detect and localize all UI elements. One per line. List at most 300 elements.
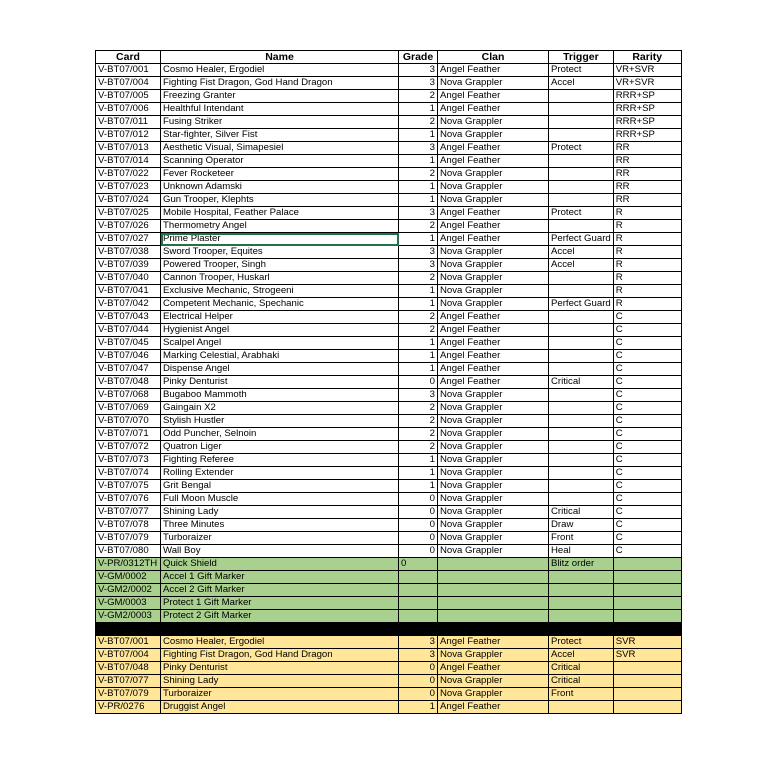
clan-cell[interactable]: Nova Grappler (438, 298, 549, 311)
card-cell[interactable]: V-BT07/012 (96, 129, 161, 142)
name-cell[interactable]: Fighting Fist Dragon, God Hand Dragon (161, 77, 399, 90)
name-cell[interactable]: Protect 2 Gift Marker (161, 610, 399, 623)
card-cell[interactable]: V-BT07/041 (96, 285, 161, 298)
rarity-cell[interactable]: C (613, 389, 681, 402)
rarity-cell[interactable]: R (613, 298, 681, 311)
grade-cell[interactable]: 1 (399, 285, 438, 298)
card-cell[interactable]: V-BT07/048 (96, 376, 161, 389)
rarity-cell[interactable]: R (613, 220, 681, 233)
trigger-cell[interactable] (549, 129, 614, 142)
trigger-cell[interactable]: Heal (549, 545, 614, 558)
trigger-cell[interactable]: Draw (549, 519, 614, 532)
name-cell[interactable]: Shining Lady (161, 506, 399, 519)
name-cell[interactable]: Hygienist Angel (161, 324, 399, 337)
grade-cell[interactable] (399, 584, 438, 597)
trigger-cell[interactable] (549, 597, 614, 610)
rarity-cell[interactable]: SVR (613, 636, 681, 649)
card-cell[interactable]: V-BT07/004 (96, 77, 161, 90)
clan-cell[interactable]: Nova Grappler (438, 259, 549, 272)
rarity-cell[interactable] (613, 571, 681, 584)
clan-cell[interactable]: Nova Grappler (438, 194, 549, 207)
trigger-cell[interactable] (549, 610, 614, 623)
grade-cell[interactable]: 1 (399, 337, 438, 350)
clan-cell[interactable]: Angel Feather (438, 701, 549, 714)
rarity-cell[interactable]: C (613, 545, 681, 558)
rarity-cell[interactable]: R (613, 272, 681, 285)
header-grade[interactable]: Grade (399, 51, 438, 64)
trigger-cell[interactable] (549, 324, 614, 337)
clan-cell[interactable]: Nova Grappler (438, 246, 549, 259)
rarity-cell[interactable]: C (613, 324, 681, 337)
card-cell[interactable]: V-BT07/005 (96, 90, 161, 103)
card-cell[interactable]: V-BT07/077 (96, 506, 161, 519)
grade-cell[interactable]: 0 (399, 532, 438, 545)
clan-cell[interactable]: Angel Feather (438, 363, 549, 376)
card-cell[interactable]: V-BT07/026 (96, 220, 161, 233)
rarity-cell[interactable]: RRR+SP (613, 90, 681, 103)
rarity-cell[interactable]: R (613, 233, 681, 246)
name-cell[interactable]: Quick Shield (161, 558, 399, 571)
name-cell[interactable]: Scalpel Angel (161, 337, 399, 350)
trigger-cell[interactable]: Protect (549, 207, 614, 220)
trigger-cell[interactable] (549, 272, 614, 285)
card-cell[interactable]: V-GM2/0003 (96, 610, 161, 623)
rarity-cell[interactable]: C (613, 480, 681, 493)
name-cell[interactable]: Druggist Angel (161, 701, 399, 714)
trigger-cell[interactable]: Critical (549, 506, 614, 519)
card-cell[interactable]: V-BT07/048 (96, 662, 161, 675)
grade-cell[interactable]: 0 (399, 506, 438, 519)
grade-cell[interactable]: 3 (399, 389, 438, 402)
rarity-cell[interactable]: C (613, 402, 681, 415)
name-cell[interactable]: Stylish Hustler (161, 415, 399, 428)
name-cell[interactable]: Accel 1 Gift Marker (161, 571, 399, 584)
clan-cell[interactable]: Angel Feather (438, 311, 549, 324)
name-cell[interactable]: Cosmo Healer, Ergodiel (161, 636, 399, 649)
rarity-cell[interactable]: C (613, 350, 681, 363)
trigger-cell[interactable]: Accel (549, 259, 614, 272)
rarity-cell[interactable] (613, 584, 681, 597)
card-cell[interactable]: V-PR/0312TH (96, 558, 161, 571)
card-cell[interactable]: V-BT07/043 (96, 311, 161, 324)
clan-cell[interactable]: Nova Grappler (438, 415, 549, 428)
clan-cell[interactable]: Nova Grappler (438, 480, 549, 493)
rarity-cell[interactable]: C (613, 506, 681, 519)
clan-cell[interactable]: Nova Grappler (438, 454, 549, 467)
name-cell[interactable]: Grit Bengal (161, 480, 399, 493)
clan-cell[interactable]: Nova Grappler (438, 77, 549, 90)
clan-cell[interactable]: Angel Feather (438, 155, 549, 168)
trigger-cell[interactable]: Accel (549, 649, 614, 662)
clan-cell[interactable]: Angel Feather (438, 350, 549, 363)
card-cell[interactable]: V-BT07/013 (96, 142, 161, 155)
trigger-cell[interactable] (549, 194, 614, 207)
card-cell[interactable]: V-BT07/079 (96, 688, 161, 701)
rarity-cell[interactable] (613, 610, 681, 623)
clan-cell[interactable]: Nova Grappler (438, 389, 549, 402)
grade-cell[interactable]: 3 (399, 207, 438, 220)
trigger-cell[interactable]: Front (549, 688, 614, 701)
rarity-cell[interactable]: R (613, 246, 681, 259)
grade-cell[interactable]: 0 (399, 688, 438, 701)
clan-cell[interactable]: Angel Feather (438, 376, 549, 389)
clan-cell[interactable]: Nova Grappler (438, 519, 549, 532)
card-cell[interactable]: V-BT07/022 (96, 168, 161, 181)
card-cell[interactable]: V-BT07/024 (96, 194, 161, 207)
rarity-cell[interactable]: RR (613, 168, 681, 181)
rarity-cell[interactable]: VR+SVR (613, 64, 681, 77)
header-card[interactable]: Card (96, 51, 161, 64)
name-cell[interactable]: Accel 2 Gift Marker (161, 584, 399, 597)
rarity-cell[interactable]: C (613, 363, 681, 376)
grade-cell[interactable]: 0 (399, 662, 438, 675)
rarity-cell[interactable] (613, 597, 681, 610)
card-cell[interactable]: V-BT07/071 (96, 428, 161, 441)
clan-cell[interactable]: Angel Feather (438, 220, 549, 233)
trigger-cell[interactable]: Perfect Guard (549, 233, 614, 246)
trigger-cell[interactable] (549, 389, 614, 402)
name-cell[interactable]: Bugaboo Mammoth (161, 389, 399, 402)
name-cell[interactable]: Star-fighter, Silver Fist (161, 129, 399, 142)
clan-cell[interactable] (438, 571, 549, 584)
trigger-cell[interactable] (549, 402, 614, 415)
name-cell[interactable]: Gaingain X2 (161, 402, 399, 415)
rarity-cell[interactable]: C (613, 311, 681, 324)
card-cell[interactable]: V-BT07/077 (96, 675, 161, 688)
card-cell[interactable]: V-BT07/001 (96, 64, 161, 77)
header-rarity[interactable]: Rarity (613, 51, 681, 64)
card-cell[interactable]: V-BT07/080 (96, 545, 161, 558)
trigger-cell[interactable]: Protect (549, 142, 614, 155)
trigger-cell[interactable] (549, 480, 614, 493)
trigger-cell[interactable]: Critical (549, 662, 614, 675)
name-cell[interactable]: Cannon Trooper, Huskarl (161, 272, 399, 285)
name-cell[interactable]: Competent Mechanic, Spechanic (161, 298, 399, 311)
clan-cell[interactable]: Angel Feather (438, 662, 549, 675)
grade-cell[interactable]: 2 (399, 324, 438, 337)
card-cell[interactable]: V-BT07/039 (96, 259, 161, 272)
grade-cell[interactable] (399, 571, 438, 584)
trigger-cell[interactable] (549, 116, 614, 129)
grade-cell[interactable]: 2 (399, 116, 438, 129)
card-cell[interactable]: V-BT07/045 (96, 337, 161, 350)
grade-cell[interactable]: 3 (399, 259, 438, 272)
rarity-cell[interactable]: RRR+SP (613, 129, 681, 142)
grade-cell[interactable]: 0 (399, 376, 438, 389)
header-clan[interactable]: Clan (438, 51, 549, 64)
grade-cell[interactable]: 3 (399, 649, 438, 662)
card-cell[interactable]: V-GM/0002 (96, 571, 161, 584)
clan-cell[interactable]: Nova Grappler (438, 285, 549, 298)
trigger-cell[interactable]: Protect (549, 64, 614, 77)
clan-cell[interactable]: Angel Feather (438, 207, 549, 220)
trigger-cell[interactable] (549, 337, 614, 350)
name-cell[interactable]: Rolling Extender (161, 467, 399, 480)
trigger-cell[interactable]: Protect (549, 636, 614, 649)
header-trigger[interactable]: Trigger (549, 51, 614, 64)
grade-cell[interactable]: 3 (399, 636, 438, 649)
name-cell[interactable]: Healthful Intendant (161, 103, 399, 116)
name-cell[interactable]: Quatron Liger (161, 441, 399, 454)
trigger-cell[interactable] (549, 363, 614, 376)
grade-cell[interactable]: 1 (399, 181, 438, 194)
card-cell[interactable]: V-BT07/075 (96, 480, 161, 493)
trigger-cell[interactable]: Accel (549, 77, 614, 90)
card-cell[interactable]: V-BT07/070 (96, 415, 161, 428)
trigger-cell[interactable]: Critical (549, 376, 614, 389)
clan-cell[interactable]: Nova Grappler (438, 441, 549, 454)
grade-cell[interactable]: 2 (399, 168, 438, 181)
rarity-cell[interactable]: C (613, 441, 681, 454)
name-cell[interactable]: Pinky Denturist (161, 376, 399, 389)
card-cell[interactable]: V-BT07/078 (96, 519, 161, 532)
rarity-cell[interactable] (613, 688, 681, 701)
rarity-cell[interactable]: C (613, 415, 681, 428)
trigger-cell[interactable] (549, 571, 614, 584)
grade-cell[interactable]: 0 (399, 545, 438, 558)
trigger-cell[interactable] (549, 220, 614, 233)
grade-cell[interactable]: 1 (399, 194, 438, 207)
grade-cell[interactable]: 1 (399, 480, 438, 493)
name-cell[interactable]: Pinky Denturist (161, 662, 399, 675)
clan-cell[interactable] (438, 584, 549, 597)
grade-cell[interactable]: 2 (399, 441, 438, 454)
rarity-cell[interactable] (613, 701, 681, 714)
card-cell[interactable]: V-BT07/006 (96, 103, 161, 116)
trigger-cell[interactable]: Blitz order (549, 558, 614, 571)
name-cell[interactable]: Aesthetic Visual, Simapesiel (161, 142, 399, 155)
name-cell[interactable]: Shining Lady (161, 675, 399, 688)
grade-cell[interactable]: 3 (399, 142, 438, 155)
clan-cell[interactable]: Nova Grappler (438, 467, 549, 480)
card-cell[interactable]: V-BT07/073 (96, 454, 161, 467)
card-cell[interactable]: V-GM2/0002 (96, 584, 161, 597)
trigger-cell[interactable] (549, 428, 614, 441)
rarity-cell[interactable]: R (613, 207, 681, 220)
card-cell[interactable]: V-BT07/023 (96, 181, 161, 194)
trigger-cell[interactable] (549, 311, 614, 324)
name-cell[interactable]: Mobile Hospital, Feather Palace (161, 207, 399, 220)
rarity-cell[interactable]: RRR+SP (613, 116, 681, 129)
card-cell[interactable]: V-BT07/040 (96, 272, 161, 285)
header-name[interactable]: Name (161, 51, 399, 64)
name-cell[interactable]: Prime Plaster (161, 233, 399, 246)
trigger-cell[interactable] (549, 168, 614, 181)
name-cell[interactable]: Fighting Referee (161, 454, 399, 467)
grade-cell[interactable]: 2 (399, 220, 438, 233)
grade-cell[interactable]: 0 (399, 558, 438, 571)
grade-cell[interactable]: 0 (399, 519, 438, 532)
name-cell[interactable]: Freezing Granter (161, 90, 399, 103)
card-cell[interactable]: V-BT07/038 (96, 246, 161, 259)
grade-cell[interactable]: 1 (399, 467, 438, 480)
name-cell[interactable]: Sword Trooper, Equites (161, 246, 399, 259)
name-cell[interactable]: Gun Trooper, Klephts (161, 194, 399, 207)
trigger-cell[interactable]: Front (549, 532, 614, 545)
trigger-cell[interactable] (549, 415, 614, 428)
name-cell[interactable]: Odd Puncher, Selnoin (161, 428, 399, 441)
card-cell[interactable]: V-BT07/044 (96, 324, 161, 337)
rarity-cell[interactable]: C (613, 532, 681, 545)
clan-cell[interactable]: Angel Feather (438, 324, 549, 337)
clan-cell[interactable]: Angel Feather (438, 64, 549, 77)
trigger-cell[interactable]: Critical (549, 675, 614, 688)
trigger-cell[interactable] (549, 441, 614, 454)
grade-cell[interactable] (399, 597, 438, 610)
trigger-cell[interactable] (549, 701, 614, 714)
grade-cell[interactable]: 2 (399, 402, 438, 415)
trigger-cell[interactable] (549, 584, 614, 597)
rarity-cell[interactable] (613, 675, 681, 688)
rarity-cell[interactable]: C (613, 519, 681, 532)
grade-cell[interactable]: 3 (399, 77, 438, 90)
card-cell[interactable]: V-BT07/042 (96, 298, 161, 311)
grade-cell[interactable]: 0 (399, 493, 438, 506)
rarity-cell[interactable]: C (613, 376, 681, 389)
trigger-cell[interactable] (549, 181, 614, 194)
card-cell[interactable]: V-BT07/001 (96, 636, 161, 649)
clan-cell[interactable]: Nova Grappler (438, 428, 549, 441)
card-cell[interactable]: V-BT07/068 (96, 389, 161, 402)
trigger-cell[interactable] (549, 103, 614, 116)
rarity-cell[interactable]: C (613, 428, 681, 441)
name-cell[interactable]: Scanning Operator (161, 155, 399, 168)
name-cell[interactable]: Turboraizer (161, 688, 399, 701)
name-cell[interactable]: Unknown Adamski (161, 181, 399, 194)
card-cell[interactable]: V-BT07/046 (96, 350, 161, 363)
trigger-cell[interactable] (549, 155, 614, 168)
clan-cell[interactable]: Nova Grappler (438, 675, 549, 688)
grade-cell[interactable]: 1 (399, 155, 438, 168)
name-cell[interactable]: Thermometry Angel (161, 220, 399, 233)
trigger-cell[interactable]: Accel (549, 246, 614, 259)
card-cell[interactable]: V-BT07/011 (96, 116, 161, 129)
name-cell[interactable]: Cosmo Healer, Ergodiel (161, 64, 399, 77)
clan-cell[interactable]: Nova Grappler (438, 168, 549, 181)
grade-cell[interactable]: 3 (399, 64, 438, 77)
trigger-cell[interactable] (549, 493, 614, 506)
clan-cell[interactable]: Nova Grappler (438, 272, 549, 285)
grade-cell[interactable]: 1 (399, 103, 438, 116)
card-cell[interactable]: V-BT07/027 (96, 233, 161, 246)
name-cell[interactable]: Electrical Helper (161, 311, 399, 324)
trigger-cell[interactable] (549, 350, 614, 363)
rarity-cell[interactable]: SVR (613, 649, 681, 662)
rarity-cell[interactable]: RR (613, 155, 681, 168)
grade-cell[interactable]: 3 (399, 246, 438, 259)
clan-cell[interactable]: Nova Grappler (438, 402, 549, 415)
grade-cell[interactable]: 1 (399, 454, 438, 467)
card-cell[interactable]: V-BT07/025 (96, 207, 161, 220)
rarity-cell[interactable]: RR (613, 142, 681, 155)
grade-cell[interactable]: 1 (399, 363, 438, 376)
trigger-cell[interactable] (549, 285, 614, 298)
grade-cell[interactable] (399, 610, 438, 623)
rarity-cell[interactable]: RR (613, 181, 681, 194)
grade-cell[interactable]: 2 (399, 90, 438, 103)
rarity-cell[interactable]: C (613, 454, 681, 467)
clan-cell[interactable]: Angel Feather (438, 103, 549, 116)
name-cell[interactable]: Full Moon Muscle (161, 493, 399, 506)
card-cell[interactable]: V-GM/0003 (96, 597, 161, 610)
clan-cell[interactable]: Angel Feather (438, 636, 549, 649)
clan-cell[interactable]: Nova Grappler (438, 181, 549, 194)
card-cell[interactable]: V-BT07/069 (96, 402, 161, 415)
rarity-cell[interactable]: R (613, 259, 681, 272)
trigger-cell[interactable] (549, 90, 614, 103)
grade-cell[interactable]: 2 (399, 415, 438, 428)
grade-cell[interactable]: 1 (399, 129, 438, 142)
card-cell[interactable]: V-BT07/074 (96, 467, 161, 480)
rarity-cell[interactable]: VR+SVR (613, 77, 681, 90)
card-cell[interactable]: V-PR/0276 (96, 701, 161, 714)
card-cell[interactable]: V-BT07/047 (96, 363, 161, 376)
card-cell[interactable]: V-BT07/014 (96, 155, 161, 168)
clan-cell[interactable]: Nova Grappler (438, 532, 549, 545)
clan-cell[interactable]: Nova Grappler (438, 129, 549, 142)
grade-cell[interactable]: 2 (399, 311, 438, 324)
card-cell[interactable]: V-BT07/079 (96, 532, 161, 545)
name-cell[interactable]: Dispense Angel (161, 363, 399, 376)
rarity-cell[interactable]: R (613, 285, 681, 298)
name-cell[interactable]: Turboraizer (161, 532, 399, 545)
clan-cell[interactable]: Nova Grappler (438, 545, 549, 558)
rarity-cell[interactable] (613, 558, 681, 571)
clan-cell[interactable]: Nova Grappler (438, 116, 549, 129)
clan-cell[interactable]: Nova Grappler (438, 493, 549, 506)
clan-cell[interactable]: Nova Grappler (438, 506, 549, 519)
name-cell[interactable]: Powered Trooper, Singh (161, 259, 399, 272)
grade-cell[interactable]: 1 (399, 701, 438, 714)
grade-cell[interactable]: 1 (399, 233, 438, 246)
grade-cell[interactable]: 1 (399, 298, 438, 311)
clan-cell[interactable]: Angel Feather (438, 233, 549, 246)
rarity-cell[interactable]: C (613, 467, 681, 480)
name-cell[interactable]: Protect 1 Gift Marker (161, 597, 399, 610)
rarity-cell[interactable]: RR (613, 194, 681, 207)
grade-cell[interactable]: 2 (399, 272, 438, 285)
name-cell[interactable]: Marking Celestial, Arabhaki (161, 350, 399, 363)
clan-cell[interactable]: Angel Feather (438, 337, 549, 350)
clan-cell[interactable]: Nova Grappler (438, 649, 549, 662)
card-cell[interactable]: V-BT07/072 (96, 441, 161, 454)
name-cell[interactable]: Fighting Fist Dragon, God Hand Dragon (161, 649, 399, 662)
name-cell[interactable]: Exclusive Mechanic, Strogeeni (161, 285, 399, 298)
clan-cell[interactable] (438, 597, 549, 610)
name-cell[interactable]: Three Minutes (161, 519, 399, 532)
rarity-cell[interactable]: C (613, 337, 681, 350)
clan-cell[interactable]: Angel Feather (438, 90, 549, 103)
clan-cell[interactable]: Nova Grappler (438, 688, 549, 701)
rarity-cell[interactable] (613, 662, 681, 675)
card-cell[interactable]: V-BT07/076 (96, 493, 161, 506)
card-cell[interactable]: V-BT07/004 (96, 649, 161, 662)
grade-cell[interactable]: 2 (399, 428, 438, 441)
rarity-cell[interactable]: RRR+SP (613, 103, 681, 116)
trigger-cell[interactable] (549, 467, 614, 480)
trigger-cell[interactable] (549, 454, 614, 467)
trigger-cell[interactable]: Perfect Guard (549, 298, 614, 311)
clan-cell[interactable] (438, 610, 549, 623)
grade-cell[interactable]: 1 (399, 350, 438, 363)
clan-cell[interactable]: Angel Feather (438, 142, 549, 155)
name-cell[interactable]: Fusing Striker (161, 116, 399, 129)
name-cell[interactable]: Fever Rocketeer (161, 168, 399, 181)
grade-cell[interactable]: 0 (399, 675, 438, 688)
rarity-cell[interactable]: C (613, 493, 681, 506)
name-cell[interactable]: Wall Boy (161, 545, 399, 558)
clan-cell[interactable] (438, 558, 549, 571)
